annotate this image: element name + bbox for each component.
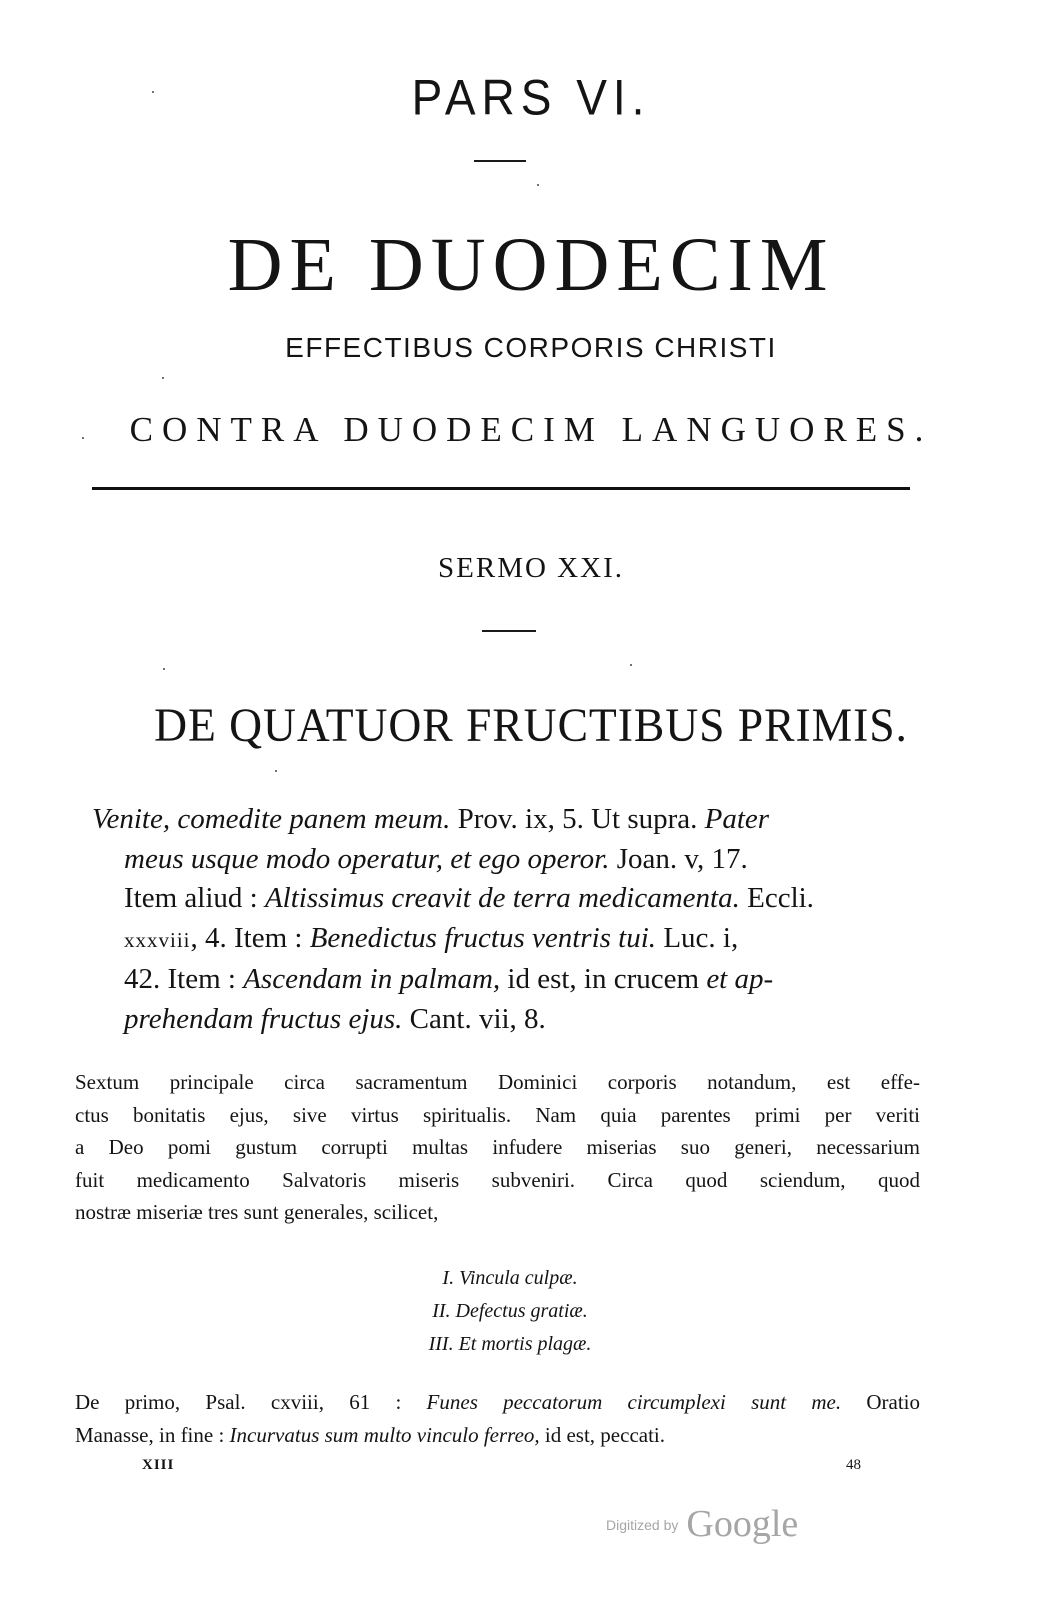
- part-heading: PARS VI.: [411, 68, 651, 126]
- list-item: III. Et mortis plagæ.: [428, 1333, 592, 1355]
- epigraph-line: [92, 919, 918, 961]
- short-rule-top: [474, 160, 526, 162]
- signature-mark: XIII: [142, 1457, 175, 1473]
- scan-speck: [162, 377, 164, 379]
- body-line: a Deo pomi gustum corrupti multas infudere miserias suo generi, necessarium: [75, 1135, 920, 1159]
- epigraph-ref: , 4. Item :: [190, 921, 310, 954]
- digitization-watermark: [606, 1502, 798, 1546]
- text-run: De primo, Psal. cxviii, 61 :: [75, 1390, 427, 1414]
- section-divider: [92, 487, 910, 490]
- text-run: id est, peccati.: [539, 1423, 666, 1447]
- epigraph-line: [92, 960, 918, 1000]
- epigraph-line: [92, 879, 918, 919]
- epigraph-line: [92, 840, 918, 880]
- epigraph-ref: Cant. vii, 8.: [402, 1002, 546, 1035]
- list-item: II. Defectus gratiæ.: [432, 1300, 588, 1322]
- epigraph-ref: Item aliud :: [124, 882, 265, 915]
- epigraph-quote: Pater: [704, 803, 770, 835]
- quotation: Incurvatus sum multo vinculo ferreo,: [229, 1423, 540, 1447]
- scan-speck: [163, 668, 165, 670]
- quotation: Funes peccatorum circumplexi sunt me.: [426, 1390, 842, 1414]
- list-item: I. Vincula culpæ.: [442, 1267, 578, 1289]
- epigraph-ref: xxxviii: [124, 927, 191, 952]
- epigraph-ref: 42. Item :: [124, 963, 244, 996]
- epigraph-quote: Benedictus fructus ventris tui.: [309, 921, 657, 954]
- epigraph-quote: Altissimus creavit de terra medicamenta.: [264, 882, 740, 915]
- body-line: fuit medicamento Salvatoris miseris subveniri. Circa quod sciendum, quod: [75, 1167, 920, 1192]
- scan-speck: [630, 664, 632, 666]
- epigraph-ref: id est, in crucem: [500, 963, 707, 996]
- short-rule-sermo: [482, 630, 536, 632]
- page-number: 48: [846, 1457, 861, 1473]
- sermon-label: SERMO XXI.: [438, 552, 624, 584]
- epigraph-line: [92, 1000, 918, 1040]
- epigraph-quote: Ascendam in palmam,: [243, 963, 501, 996]
- sermon-title: DE QUATUOR FRUCTIBUS PRIMIS.: [154, 699, 908, 752]
- epigraph-line: [92, 800, 918, 840]
- epigraph-ref: Prov. ix, 5. Ut supra.: [450, 803, 705, 835]
- epigraph: [92, 800, 918, 1040]
- epigraph-ref: Joan. v, 17.: [609, 842, 748, 875]
- scan-speck: [537, 184, 539, 186]
- scan-speck: [152, 91, 154, 93]
- text-run: Oratio: [841, 1390, 920, 1414]
- google-logo: Google: [686, 1503, 799, 1545]
- enumerated-list: [0, 1262, 1020, 1361]
- body-line: [75, 1419, 920, 1452]
- epigraph-quote: et ap-: [706, 963, 774, 996]
- section-subtitle-1: EFFECTIBUS CORPORIS CHRISTI: [285, 332, 777, 363]
- body-line: [75, 1386, 920, 1419]
- epigraph-ref: Luc. i,: [656, 921, 739, 954]
- text-run: Manasse, in fine :: [75, 1423, 230, 1447]
- epigraph-quote: Venite, comedite panem meum.: [92, 803, 451, 835]
- section-title: DE DUODECIM: [227, 223, 835, 307]
- epigraph-ref: Eccli.: [739, 882, 814, 915]
- scan-speck: [275, 770, 277, 772]
- body-line: Sextum principale circa sacramentum Dominici corporis notandum, est effe-: [75, 1070, 920, 1094]
- scan-speck: [82, 437, 84, 439]
- watermark-prefix: Digitized by: [606, 1517, 679, 1533]
- body-line: nostræ miseriæ tres sunt generales, scilicet,: [75, 1200, 439, 1224]
- section-subtitle-2: CONTRA DUODECIM LANGUORES.: [129, 410, 933, 449]
- epigraph-quote: meus usque modo operatur, et ego operor.: [124, 842, 610, 875]
- second-paragraph: [75, 1386, 920, 1452]
- body-line: ctus bonitatis ejus, sive virtus spiritualis. Nam quia parentes primi per veriti: [75, 1102, 920, 1127]
- epigraph-quote: prehendam fructus ejus.: [124, 1002, 403, 1035]
- body-paragraph: [75, 1066, 920, 1229]
